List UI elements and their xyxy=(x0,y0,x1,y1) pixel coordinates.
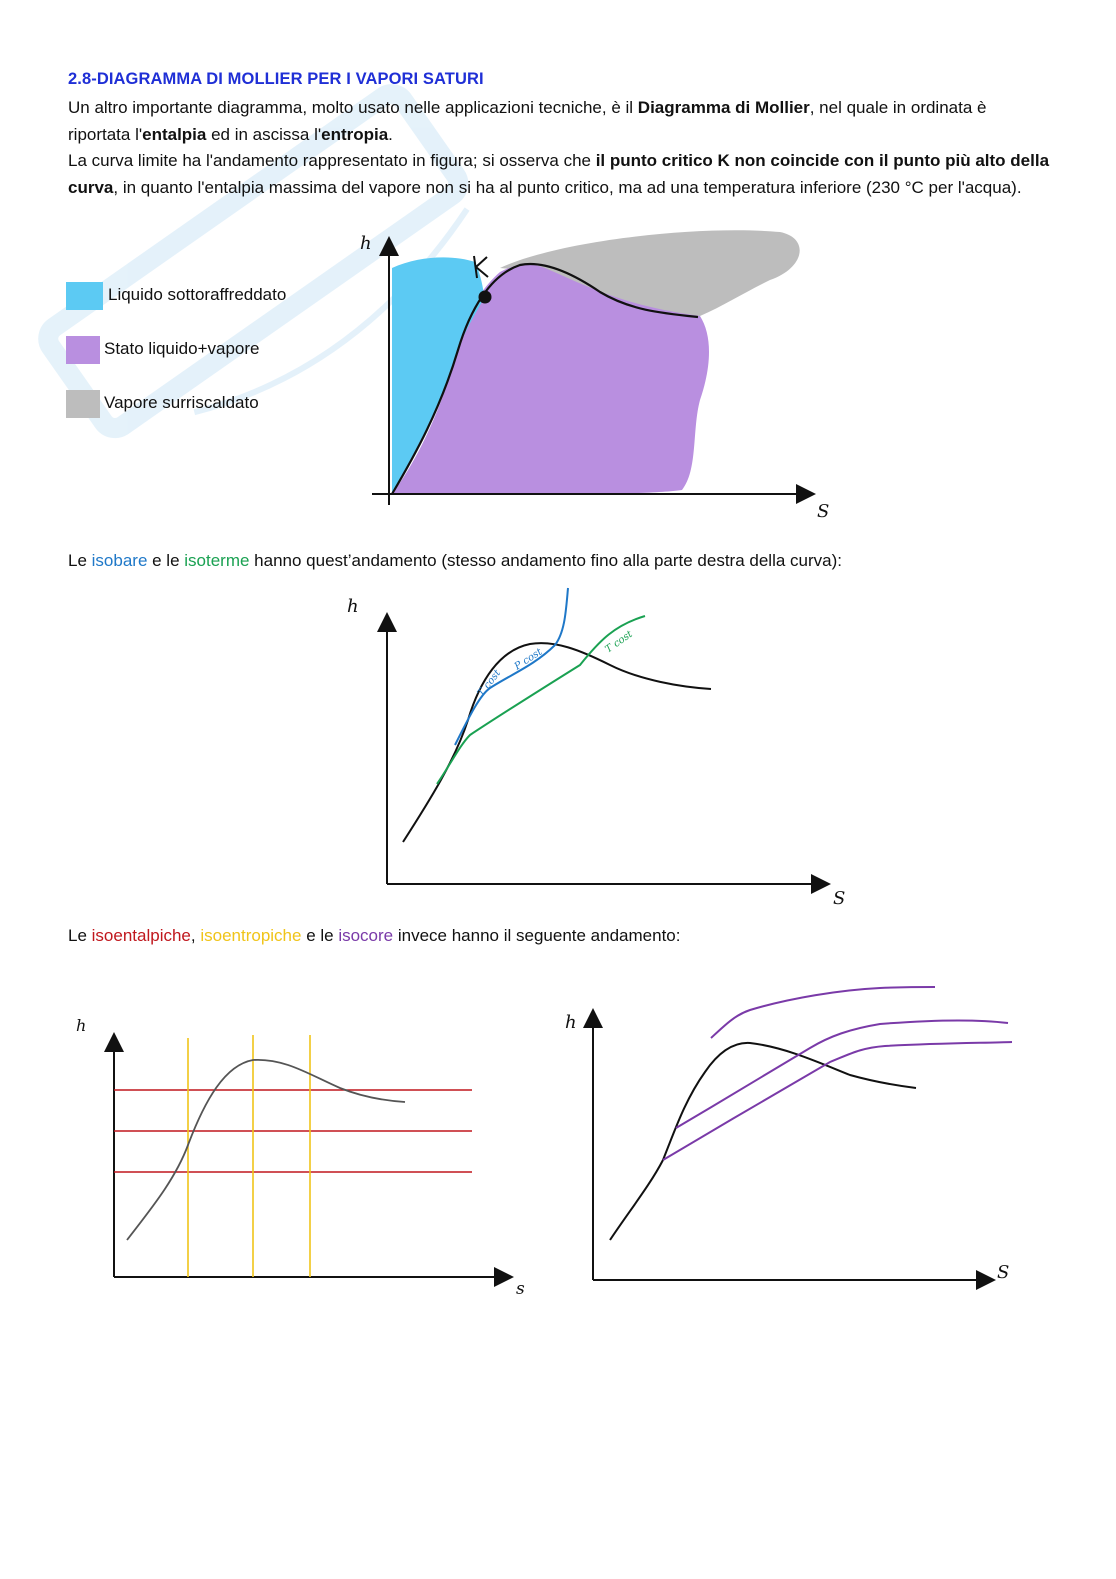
fig1-y-axis-label: h xyxy=(360,233,372,254)
caption3-isoentalpiche: isoentalpiche xyxy=(91,926,191,945)
isocora-line-2 xyxy=(676,1020,1008,1128)
curve-bold-critical-point: il punto critico K non coincide con il punto più alto della curva xyxy=(68,151,1050,197)
legend-label-vapor: Vapore surriscaldato xyxy=(104,393,259,412)
intro-bold-entropia: entropia xyxy=(321,124,389,144)
intro-bold-mollier: Diagramma di Mollier xyxy=(637,98,810,117)
legend-label-liquid: Liquido sottoraffreddato xyxy=(108,285,287,304)
caption3-text-3: e le xyxy=(301,926,339,945)
intro-bold-entalpia: entalpia xyxy=(142,124,207,144)
label-p-cost: P cost xyxy=(512,646,545,673)
caption2-text-3: hanno quest’andamento (stesso andamento fino alla parte destra della curva): xyxy=(249,551,842,570)
isocora-line-1 xyxy=(711,987,935,1038)
fig3-y-axis-label: h xyxy=(76,1016,87,1035)
caption2-text-1: Le xyxy=(68,551,92,570)
section-heading: 2.8-DIAGRAMMA DI MOLLIER PER I VAPORI SATURI xyxy=(68,70,484,88)
intro-text-3: ed in ascissa l' xyxy=(206,124,322,144)
curve-text-2: , in quanto l'entalpia massima del vapore non si ha al punto critico, ma ad una temperatura inferiore (230 °C per l'acqua). xyxy=(113,177,1022,197)
caption3-text-4: invece hanno il seguente andamento: xyxy=(393,926,681,945)
fig4-y-axis-label: h xyxy=(565,1012,577,1033)
fig2-x-axis-label: S xyxy=(833,888,846,909)
legend-label-mixed: Stato liquido+vapore xyxy=(104,339,260,358)
caption2-text-2: e le xyxy=(147,551,185,570)
caption3-isocore: isocore xyxy=(338,926,394,945)
caption2-isoterme: isoterme xyxy=(184,551,250,570)
label-t-cost-1: T cost xyxy=(475,667,504,699)
curve-text-1: La curva limite ha l'andamento rappresentato in figura; si osserva che xyxy=(68,151,596,170)
fig4-saturation-curve xyxy=(610,1043,916,1240)
caption3-isoentropiche: isoentropiche xyxy=(200,926,302,945)
fig3-x-axis-label: s xyxy=(516,1279,525,1299)
intro-text-2: , nel quale in ordinata è riportata l' xyxy=(68,98,987,144)
fig1-x-axis-label: S xyxy=(817,501,830,522)
fig2-y-axis-label: h xyxy=(347,596,359,617)
fig4-x-axis-label: S xyxy=(997,1262,1010,1283)
caption3-text-1: Le xyxy=(68,926,92,945)
caption2-isobare: isobare xyxy=(91,551,148,570)
intro-text-1: Un altro importante diagramma, molto usato nelle applicazioni tecniche, è il xyxy=(68,98,638,117)
caption3-text-2: , xyxy=(190,926,201,945)
label-t-cost-2: T cost xyxy=(603,628,635,656)
intro-text-4: . xyxy=(388,124,393,144)
